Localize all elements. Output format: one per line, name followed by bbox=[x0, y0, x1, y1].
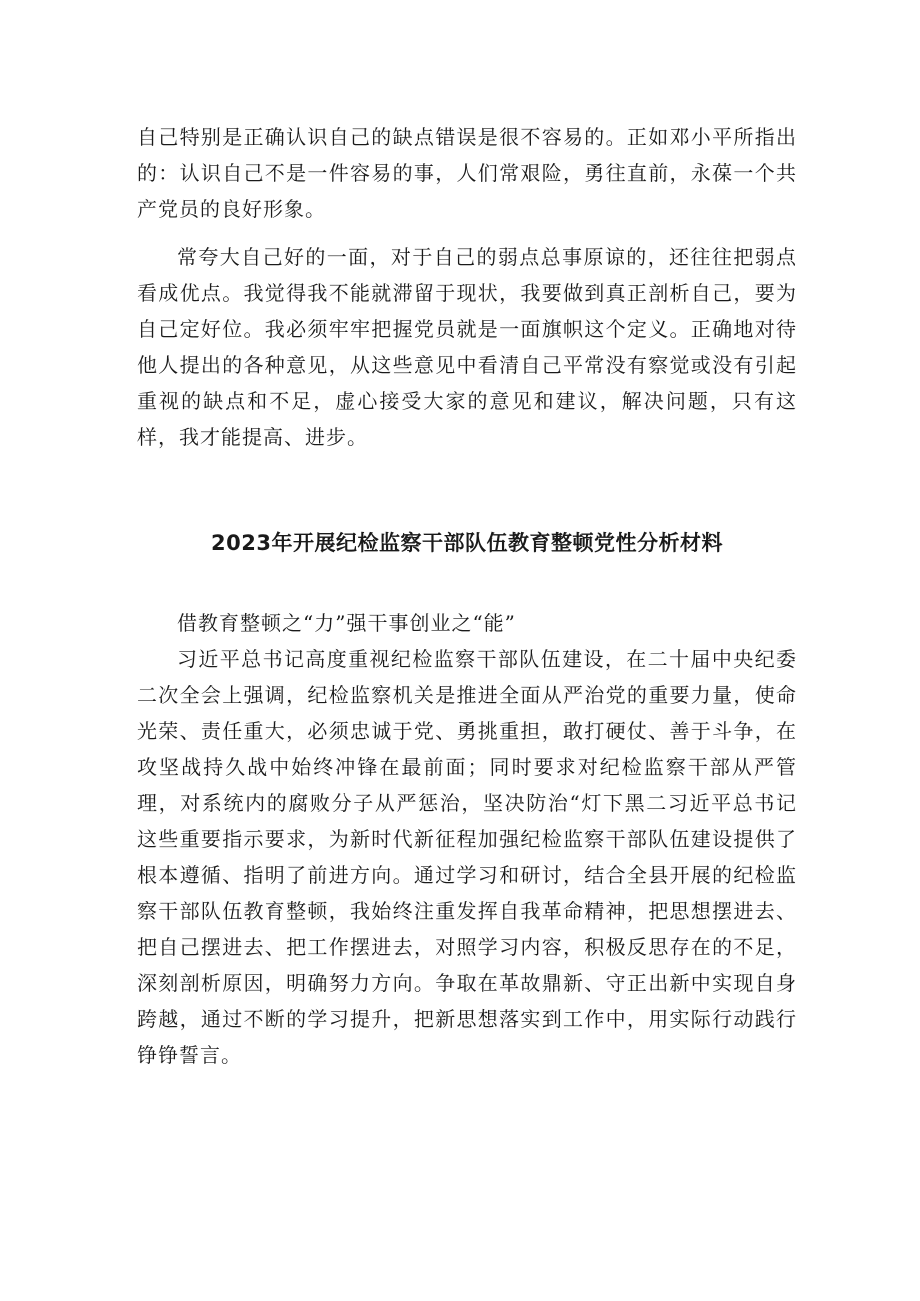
paragraph-self-reflection: 常夸大自己好的一面，对于自己的弱点总事原谅的，还往往把弱点看成优点。我觉得我不能就滞留于现状，我要做到真正剖析自己，要为自己定好位。我必须牢牢把握党员就是一面旗帜这个定义。正确地对待他人提出的各种意见，从这些意见中看清自己平常没有察觉或没有引起重视的缺点和不足，虚心接受大家的意见和建议，解决问题，只有这样，我才能提高、进步。 bbox=[137, 245, 797, 449]
paragraph-main: 习近平总书记高度重视纪检监察干部队伍建设，在二十届中央纪委二次全会上强调，纪检监察机关是推进全面从严治党的重要力量，使命光荣、责任重大，必须忠诚于党、勇挑重担，敢打硬仗、善于斗争，在攻坚战持久战中始终冲锋在最前面；同时要求对纪检监察干部从严管理，对系统内的腐败分子从严惩治，坚决防治“灯下黑二习近平总书记这些重要指示要求，为新时代新征程加强纪检监察干部队伍建设提供了根本遵循、指明了前进方向。通过学习和研讨，结合全县开展的纪检监察干部队伍教育整顿，我始终注重发挥自我革命精神，把思想摆进去、把自己摆进去、把工作摆进去，对照学习内容，积极反思存在的不足，深刻剖析原因，明确努力方向。争取在革故鼎新、守正出新中实现自身跨越，通过不断的学习提升，把新思想落实到工作中，用实际行动践行铮铮誓言。 bbox=[137, 647, 797, 1067]
document-title: 2023年开展纪检监察干部队伍教育整顿党性分析材料 bbox=[211, 531, 723, 555]
document-body bbox=[137, 119, 797, 1073]
document-subtitle: 借教育整顿之“力”强干事创业之“能” bbox=[177, 611, 516, 635]
paragraph-continuation: 自己特别是正确认识自己的缺点错误是很不容易的。正如邓小平所指出的：认识自己不是一件容易的事，人们常艰险，勇往直前，永葆一个共产党员的良好形象。 bbox=[137, 125, 797, 221]
